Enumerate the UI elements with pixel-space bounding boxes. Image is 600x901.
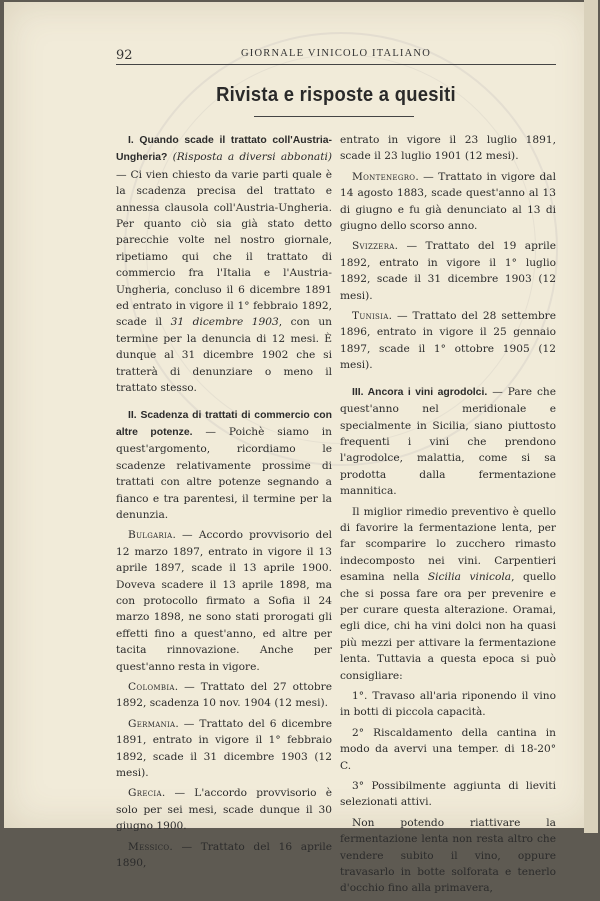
section2-intro: — Poichè siamo in quest'argomento, ricordiamo le scadenze relativamente prossime di trattati con altre potenze segnando a fianco e tra parentesi, il termine per la denunzia. <box>116 425 332 521</box>
right-column <box>340 132 556 901</box>
treaty-entry-tunisia: Tunisia. — Trattato del 28 settembre 1896, entrato in vigore il 25 gennaio 1897, scade il 1° ottobre 1905 (12 mesi). <box>340 310 556 372</box>
section1-heading: I. Quando scade il trattato coll'Austria-Ungheria? <box>116 135 332 164</box>
section1-date: 31 dicembre 1903 <box>170 316 279 329</box>
section2-heading: II. Scadenza di trattati di commercio con altre potenze. <box>116 409 332 438</box>
section1-body-b: , con un termine per la denuncia di 12 mesi. È dunque al 31 dicembre 1902 che si tratterà di denunziare o meno il trattato stesso. <box>116 316 332 395</box>
running-header <box>116 48 556 65</box>
article-title: Rivista e risposte a quesiti <box>216 84 456 106</box>
remedy-step-2: 2° Riscaldamento della cantina in modo da avervi una temper. di 18-20° C. <box>340 726 556 772</box>
treaty-entry-messico-continued: entrato in vigore il 23 luglio 1891, scade il 23 luglio 1901 (12 mesi). <box>340 134 556 163</box>
section1-body-a: — Ci vien chiesto da varie parti quale è la scadenza precisa del trattato e annessa clausola coll'Austria-Ungheria. Per quanto ciò sia già stato detto parecchie volte nel nostro giornale, ripetiamo qui che il trattato di commercio fra l'Italia e l'Austria-Ungheria, concluso il 6 dicembre 1891 ed entrato in vigore il 1° febbraio 1892, scade il <box>116 168 332 329</box>
title-rule <box>254 116 414 117</box>
page-edge <box>584 0 598 833</box>
section3-paragraph: III. Ancora i vini agrodolci. — Pare che quest'anno nel meridionale e specialmente in Sicilia, siano piuttosto frequenti i vini che prendono l'agrodolce, malattia, come si sa prodotta dalla fermentazione mannitica. <box>340 385 556 498</box>
section2-paragraph <box>116 407 332 524</box>
sicilia-vinicola: Sicilia vinicola <box>427 571 512 584</box>
section3-heading: III. Ancora i vini agrodolci. <box>352 386 488 398</box>
treaty-entry-bulgaria: Bulgaria. — Accordo provvisorio del 12 marzo 1897, entrato in vigore il 13 aprile 1897, scade il 13 aprile 1900. Doveva scadere il 13 aprile 1898, ma con protocollo firmato a Sofia il 24 marzo 1898, ne sono stati prorogati gli effetti fino a quest'anno, ed altre per tacita rinnovazione. Anche per quest'anno resta in vigore. <box>116 529 332 673</box>
treaty-entry-colombia: Colombia. — Trattato del 27 ottobre 1892, scadenza 10 nov. 1904 (12 mesi). <box>116 681 332 710</box>
section1-paragraph <box>116 132 332 397</box>
treaty-entry-germania: Germania. — Trattato del 6 dicembre 1891, entrato in vigore il 1° febbraio 1892, scade il 31 dicembre 1903 (12 mesi). <box>116 717 332 780</box>
journal-title: GIORNALE VINICOLO ITALIANO <box>241 48 431 59</box>
section3-remedy-paragraph: Il miglior rimedio preventivo è quello di favorire la fermentazione lenta, per far scomparire lo zucchero rimasto indecomposto nei vini. Carpentieri esamina nella Sicilia vinicola, quello che si possa fare ora per prevenire e per curare questa alterazione. Oramai, egli dice, chi ha vini dolci non ha quasi più mezzi per attivare la fermentazione lenta. Tuttavia a questa epoca si può consigliare: <box>340 505 556 682</box>
treaty-entry-grecia: Grecia. — L'accordo provvisorio è solo per sei mesi, scade dunque il 30 giugno 1900. <box>116 787 332 833</box>
treaty-entry-montenegro: Montenegro. — Trattato in vigore dal 14 agosto 1883, scade quest'anno al 13 di giugno e fu già denunciato al 13 di giugno dello scorso anno. <box>340 170 556 233</box>
remedy-step-1: 1°. Travaso all'aria riponendo il vino in botti di piccola capacità. <box>340 690 556 719</box>
left-column <box>116 132 332 875</box>
remedy-step-3: 3° Possibilmente aggiunta di lieviti selezionati attivi. <box>340 780 556 809</box>
page-number: 92 <box>116 48 133 63</box>
treaty-entry-messico: Messico. — Trattato del 16 aprile 1890, <box>116 840 332 870</box>
journal-page <box>4 2 594 895</box>
treaty-entry-svizzera: Svizzera. — Trattato del 19 aprile 1892, entrato in vigore il 1° luglio 1892, scade il 31 dicembre 1903 (12 mesi). <box>340 240 556 302</box>
section3-closing-paragraph: Non potendo riattivare la fermentazione lenta non resta altro che vendere subito il vino, oppure travasarlo in botte solforata e tenerlo d'occhio fino alla primavera, <box>340 816 556 895</box>
section1-note: (Risposta a diversi abbonati) <box>172 151 332 164</box>
